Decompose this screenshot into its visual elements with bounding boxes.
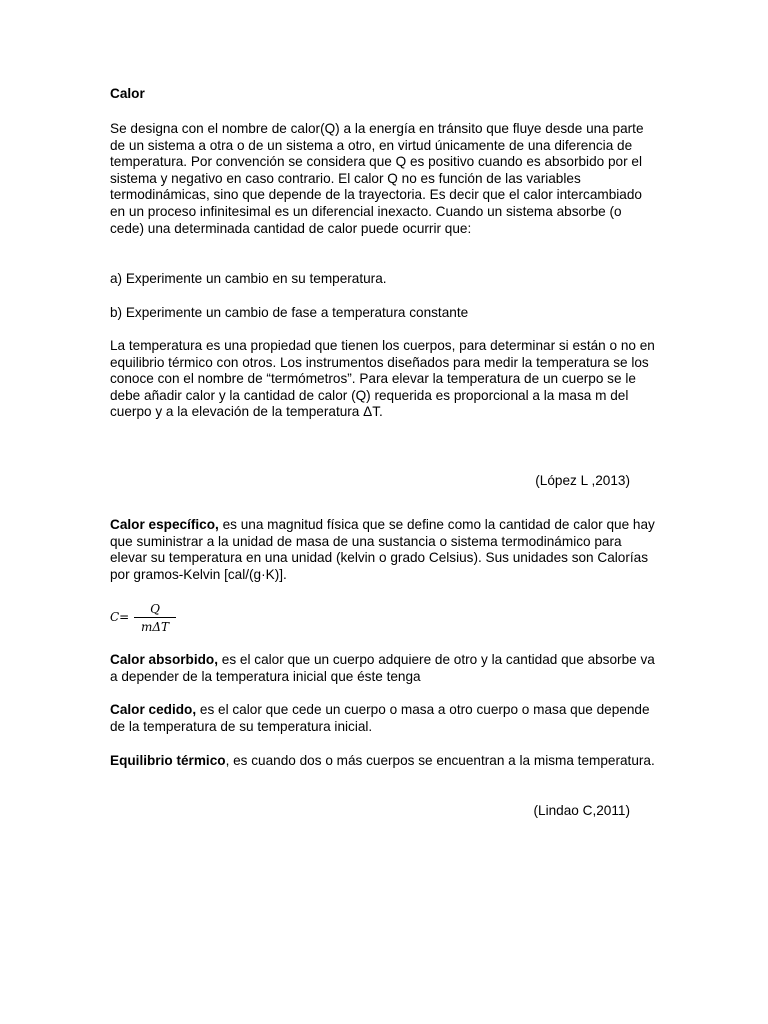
- formula-lhs: C=: [110, 610, 130, 624]
- absorbed-heat-text: es el calor que un cuerpo adquiere de otro y la cantidad que absorbe va a depender de la temperatura inicial que éste tenga: [110, 652, 655, 684]
- specific-heat-text: es una magnitud física que se define como la cantidad de calor que hay que suministrar a la unidad de masa de una sustancia o sistema termodinámico para elevar su temperatura en una unidad (kelvin o grado Celsius). Sus unidades son Calorías por gramos-Kelvin [cal/(g·K)].: [110, 517, 655, 582]
- citation-lopez: (López L ,2013): [535, 473, 630, 488]
- citation-lindao: (Lindao C,2011): [533, 803, 630, 818]
- specific-heat-formula: [110, 602, 180, 636]
- temperature-paragraph: La temperatura es una propiedad que tienen los cuerpos, para determinar si están o no en equilibrio térmico con otros. Los instrumentos diseñados para medir la temperatura se los conoce con el nombre de “termómetros”. Para elevar la temperatura de un cuerpo se le debe añadir calor y la cantidad de calor (Q) requerida es proporcional a la masa m del cuerpo y a la elevación de la temperatura ΔT.: [110, 338, 655, 420]
- formula-denominator: mΔT: [140, 620, 170, 634]
- thermal-equilibrium-text: , es cuando dos o más cuerpos se encuentran a la misma temperatura.: [225, 753, 655, 768]
- specific-heat-paragraph: [110, 517, 655, 583]
- list-item-a: a) Experimente un cambio en su temperatura.: [110, 271, 387, 286]
- thermal-equilibrium-term: Equilibrio térmico: [110, 753, 226, 768]
- formula-numerator: Q: [150, 602, 160, 616]
- intro-paragraph: Se designa con el nombre de calor(Q) a la energía en tránsito que fluye desde una parte de un sistema a otra o de un sistema a otro, en virtud únicamente de una diferencia de temperatura. Por convención se considera que Q es positivo cuando es absorbido por el sistema y negativo en caso contrario. El calor Q no es función de las variables termodinámicas, sino que depende de la trayectoria. Es decir que el calor intercambiado en un proceso infinitesimal es un diferencial inexacto. Cuando un sistema absorbe (o cede) una determinada cantidad de calor puede ocurrir que:: [110, 121, 644, 236]
- thermal-equilibrium-paragraph: [110, 753, 655, 770]
- absorbed-heat-paragraph: [110, 652, 655, 685]
- specific-heat-term: Calor específico,: [110, 517, 219, 532]
- ceded-heat-text: es el calor que cede un cuerpo o masa a otro cuerpo o masa que depende de la temperatura de su temperatura inicial.: [110, 702, 650, 734]
- list-item-b: b) Experimente un cambio de fase a temperatura constante: [110, 305, 469, 320]
- ceded-heat-paragraph: [110, 702, 655, 735]
- document-title: Calor: [110, 86, 145, 101]
- formula-fraction: [134, 602, 176, 634]
- fraction-bar: [134, 617, 176, 618]
- absorbed-heat-term: Calor absorbido,: [110, 652, 219, 667]
- ceded-heat-term: Calor cedido,: [110, 702, 197, 717]
